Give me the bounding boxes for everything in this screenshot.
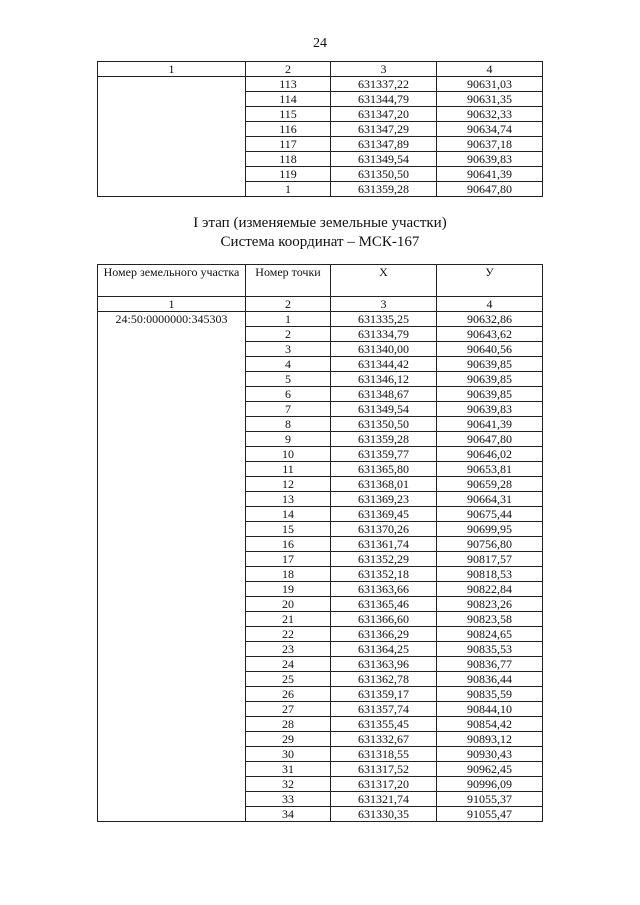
y-coordinate-cell: 91055,37 bbox=[437, 792, 543, 807]
y-coordinate-cell: 90844,10 bbox=[437, 702, 543, 717]
y-coordinate-cell: 90756,80 bbox=[437, 537, 543, 552]
x-coordinate-cell: 631347,89 bbox=[331, 137, 437, 152]
x-coordinate-cell: 631330,35 bbox=[331, 807, 437, 822]
y-coordinate-cell: 91055,47 bbox=[437, 807, 543, 822]
y-coordinate-cell: 90818,53 bbox=[437, 567, 543, 582]
y-coordinate-cell: 90822,84 bbox=[437, 582, 543, 597]
x-coordinate-cell: 631344,42 bbox=[331, 357, 437, 372]
coordinates-table-continued bbox=[97, 61, 543, 197]
x-coordinate-cell: 631363,66 bbox=[331, 582, 437, 597]
y-coordinate-cell: 90637,18 bbox=[437, 137, 543, 152]
column-number: 4 bbox=[437, 62, 543, 77]
header-parcel-number: Номер земельного участка bbox=[98, 265, 246, 297]
column-number: 3 bbox=[331, 297, 437, 312]
point-number-cell: 117 bbox=[246, 137, 331, 152]
y-coordinate-cell: 90639,83 bbox=[437, 152, 543, 167]
x-coordinate-cell: 631365,46 bbox=[331, 597, 437, 612]
point-number-cell: 3 bbox=[246, 342, 331, 357]
y-coordinate-cell: 90639,85 bbox=[437, 387, 543, 402]
x-coordinate-cell: 631365,80 bbox=[331, 462, 437, 477]
y-coordinate-cell: 90699,95 bbox=[437, 522, 543, 537]
point-number-cell: 27 bbox=[246, 702, 331, 717]
x-coordinate-cell: 631352,18 bbox=[331, 567, 437, 582]
y-coordinate-cell: 90835,59 bbox=[437, 687, 543, 702]
column-number: 2 bbox=[246, 62, 331, 77]
point-number-cell: 21 bbox=[246, 612, 331, 627]
x-coordinate-cell: 631350,50 bbox=[331, 417, 437, 432]
y-coordinate-cell: 90631,03 bbox=[437, 77, 543, 92]
y-coordinate-cell: 90647,80 bbox=[437, 432, 543, 447]
y-coordinate-cell: 90962,45 bbox=[437, 762, 543, 777]
x-coordinate-cell: 631362,78 bbox=[331, 672, 437, 687]
parcel-number-cell bbox=[98, 77, 246, 197]
point-number-cell: 22 bbox=[246, 627, 331, 642]
point-number-cell: 20 bbox=[246, 597, 331, 612]
x-coordinate-cell: 631334,79 bbox=[331, 327, 437, 342]
column-number: 3 bbox=[331, 62, 437, 77]
point-number-cell: 4 bbox=[246, 357, 331, 372]
x-coordinate-cell: 631366,60 bbox=[331, 612, 437, 627]
x-coordinate-cell: 631347,20 bbox=[331, 107, 437, 122]
point-number-cell: 115 bbox=[246, 107, 331, 122]
point-number-cell: 1 bbox=[246, 182, 331, 197]
y-coordinate-cell: 90824,65 bbox=[437, 627, 543, 642]
point-number-cell: 15 bbox=[246, 522, 331, 537]
table-body bbox=[98, 77, 543, 197]
y-coordinate-cell: 90641,39 bbox=[437, 417, 543, 432]
x-coordinate-cell: 631364,25 bbox=[331, 642, 437, 657]
point-number-cell: 33 bbox=[246, 792, 331, 807]
column-number: 2 bbox=[246, 297, 331, 312]
column-number: 1 bbox=[98, 297, 246, 312]
y-coordinate-cell: 90659,28 bbox=[437, 477, 543, 492]
x-coordinate-cell: 631349,54 bbox=[331, 402, 437, 417]
y-coordinate-cell: 90632,86 bbox=[437, 312, 543, 327]
x-coordinate-cell: 631340,00 bbox=[331, 342, 437, 357]
header-point-number: Номер точки bbox=[246, 265, 331, 297]
x-coordinate-cell: 631332,67 bbox=[331, 732, 437, 747]
parcel-number-cell: 24:50:0000000:345303 bbox=[98, 312, 246, 822]
column-number: 4 bbox=[437, 297, 543, 312]
x-coordinate-cell: 631370,26 bbox=[331, 522, 437, 537]
x-coordinate-cell: 631344,79 bbox=[331, 92, 437, 107]
x-coordinate-cell: 631321,74 bbox=[331, 792, 437, 807]
y-coordinate-cell: 90632,33 bbox=[437, 107, 543, 122]
column-number-row bbox=[98, 62, 543, 77]
page-number: 24 bbox=[313, 36, 327, 51]
x-coordinate-cell: 631337,22 bbox=[331, 77, 437, 92]
point-number-cell: 10 bbox=[246, 447, 331, 462]
y-coordinate-cell: 90647,80 bbox=[437, 182, 543, 197]
x-coordinate-cell: 631350,50 bbox=[331, 167, 437, 182]
y-coordinate-cell: 90835,53 bbox=[437, 642, 543, 657]
x-coordinate-cell: 631369,45 bbox=[331, 507, 437, 522]
header-row bbox=[98, 265, 543, 297]
table-row bbox=[98, 312, 543, 327]
point-number-cell: 30 bbox=[246, 747, 331, 762]
table-body bbox=[98, 312, 543, 822]
point-number-cell: 113 bbox=[246, 77, 331, 92]
x-coordinate-cell: 631317,52 bbox=[331, 762, 437, 777]
x-coordinate-cell: 631346,12 bbox=[331, 372, 437, 387]
y-coordinate-cell: 90823,58 bbox=[437, 612, 543, 627]
x-coordinate-cell: 631359,28 bbox=[331, 182, 437, 197]
point-number-cell: 11 bbox=[246, 462, 331, 477]
point-number-cell: 23 bbox=[246, 642, 331, 657]
y-coordinate-cell: 90646,02 bbox=[437, 447, 543, 462]
point-number-cell: 6 bbox=[246, 387, 331, 402]
y-coordinate-cell: 90836,44 bbox=[437, 672, 543, 687]
x-coordinate-cell: 631359,28 bbox=[331, 432, 437, 447]
point-number-cell: 116 bbox=[246, 122, 331, 137]
column-number-row bbox=[98, 297, 543, 312]
y-coordinate-cell: 90641,39 bbox=[437, 167, 543, 182]
x-coordinate-cell: 631359,77 bbox=[331, 447, 437, 462]
point-number-cell: 7 bbox=[246, 402, 331, 417]
point-number-cell: 13 bbox=[246, 492, 331, 507]
point-number-cell: 25 bbox=[246, 672, 331, 687]
x-coordinate-cell: 631361,74 bbox=[331, 537, 437, 552]
point-number-cell: 8 bbox=[246, 417, 331, 432]
point-number-cell: 114 bbox=[246, 92, 331, 107]
y-coordinate-cell: 90675,44 bbox=[437, 507, 543, 522]
y-coordinate-cell: 90639,85 bbox=[437, 357, 543, 372]
point-number-cell: 29 bbox=[246, 732, 331, 747]
x-coordinate-cell: 631352,29 bbox=[331, 552, 437, 567]
x-coordinate-cell: 631363,96 bbox=[331, 657, 437, 672]
y-coordinate-cell: 90823,26 bbox=[437, 597, 543, 612]
x-coordinate-cell: 631357,74 bbox=[331, 702, 437, 717]
header-x: X bbox=[331, 265, 437, 297]
y-coordinate-cell: 90854,42 bbox=[437, 717, 543, 732]
x-coordinate-cell: 631317,20 bbox=[331, 777, 437, 792]
point-number-cell: 5 bbox=[246, 372, 331, 387]
x-coordinate-cell: 631349,54 bbox=[331, 152, 437, 167]
point-number-cell: 31 bbox=[246, 762, 331, 777]
y-coordinate-cell: 90930,43 bbox=[437, 747, 543, 762]
x-coordinate-cell: 631348,67 bbox=[331, 387, 437, 402]
y-coordinate-cell: 90653,81 bbox=[437, 462, 543, 477]
point-number-cell: 2 bbox=[246, 327, 331, 342]
point-number-cell: 26 bbox=[246, 687, 331, 702]
x-coordinate-cell: 631369,23 bbox=[331, 492, 437, 507]
x-coordinate-cell: 631355,45 bbox=[331, 717, 437, 732]
point-number-cell: 32 bbox=[246, 777, 331, 792]
y-coordinate-cell: 90631,35 bbox=[437, 92, 543, 107]
point-number-cell: 118 bbox=[246, 152, 331, 167]
point-number-cell: 16 bbox=[246, 537, 331, 552]
y-coordinate-cell: 90893,12 bbox=[437, 732, 543, 747]
point-number-cell: 9 bbox=[246, 432, 331, 447]
y-coordinate-cell: 90836,77 bbox=[437, 657, 543, 672]
point-number-cell: 28 bbox=[246, 717, 331, 732]
y-coordinate-cell: 90640,56 bbox=[437, 342, 543, 357]
y-coordinate-cell: 90664,31 bbox=[437, 492, 543, 507]
x-coordinate-cell: 631359,17 bbox=[331, 687, 437, 702]
x-coordinate-cell: 631335,25 bbox=[331, 312, 437, 327]
header-y: У bbox=[437, 265, 543, 297]
y-coordinate-cell: 90639,85 bbox=[437, 372, 543, 387]
y-coordinate-cell: 90817,57 bbox=[437, 552, 543, 567]
point-number-cell: 24 bbox=[246, 657, 331, 672]
section-heading: I этап (изменяемые земельные участки) bbox=[193, 215, 447, 231]
x-coordinate-cell: 631318,55 bbox=[331, 747, 437, 762]
x-coordinate-cell: 631366,29 bbox=[331, 627, 437, 642]
point-number-cell: 14 bbox=[246, 507, 331, 522]
y-coordinate-cell: 90639,83 bbox=[437, 402, 543, 417]
point-number-cell: 34 bbox=[246, 807, 331, 822]
point-number-cell: 12 bbox=[246, 477, 331, 492]
coordinates-table bbox=[97, 264, 543, 822]
y-coordinate-cell: 90643,62 bbox=[437, 327, 543, 342]
table-row bbox=[98, 77, 543, 92]
x-coordinate-cell: 631347,29 bbox=[331, 122, 437, 137]
point-number-cell: 17 bbox=[246, 552, 331, 567]
y-coordinate-cell: 90634,74 bbox=[437, 122, 543, 137]
x-coordinate-cell: 631368,01 bbox=[331, 477, 437, 492]
y-coordinate-cell: 90996,09 bbox=[437, 777, 543, 792]
point-number-cell: 1 bbox=[246, 312, 331, 327]
column-number: 1 bbox=[98, 62, 246, 77]
point-number-cell: 119 bbox=[246, 167, 331, 182]
coordinate-system-heading: Система координат – МСК-167 bbox=[220, 234, 420, 250]
point-number-cell: 18 bbox=[246, 567, 331, 582]
point-number-cell: 19 bbox=[246, 582, 331, 597]
